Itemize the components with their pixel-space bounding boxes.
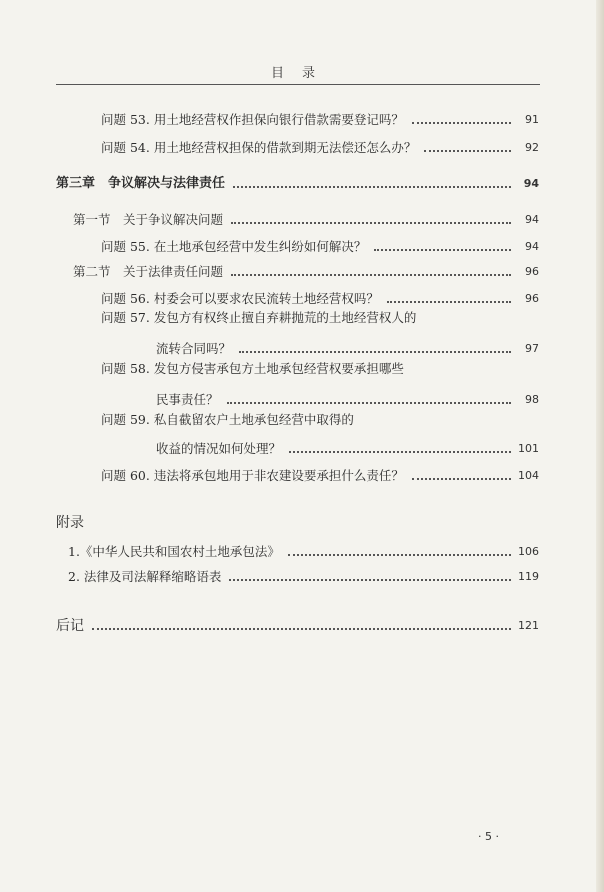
- toc-entry-label: 2. 法律及司法解释缩略语表: [68, 569, 222, 584]
- toc-entry-q57-line1[interactable]: 问题 57. 发包方有权终止擅自弃耕抛荒的土地经营权人的: [101, 310, 417, 325]
- page-gutter-shadow: [596, 0, 604, 892]
- toc-section-1[interactable]: [73, 206, 539, 228]
- toc-entry-q57[interactable]: [156, 335, 539, 357]
- toc-entry-label: 后记: [56, 618, 84, 634]
- toc-entry-label: 问题 54. 用土地经营权担保的借款到期无法偿还怎么办？: [101, 140, 417, 155]
- toc-entry-page: 92: [525, 141, 539, 154]
- toc-entry-page: 91: [525, 113, 539, 126]
- toc-entry-label: 问题 53. 用土地经营权作担保向银行借款需要登记吗？: [101, 112, 404, 127]
- toc-entry-page: 94: [523, 177, 539, 190]
- leader-dots: [239, 335, 511, 353]
- toc-appendix-2[interactable]: [68, 563, 539, 585]
- toc-entry-q54[interactable]: [101, 134, 539, 156]
- toc-entry-q59[interactable]: [156, 435, 539, 457]
- toc-entry-q56[interactable]: [101, 285, 539, 307]
- toc-entry-q59-line1[interactable]: 问题 59. 私自截留农户土地承包经营中取得的: [101, 412, 354, 427]
- toc-entry-page: 94: [525, 213, 539, 226]
- leader-dots: [412, 462, 511, 480]
- toc-entry-q58-line1[interactable]: 问题 58. 发包方侵害承包方土地承包经营权要承担哪些: [101, 361, 404, 376]
- leader-dots: [233, 170, 511, 188]
- leader-dots: [92, 612, 511, 630]
- toc-section-label: 第二节 关于法律责任问题: [73, 264, 224, 279]
- toc-entry-q60[interactable]: [101, 462, 539, 484]
- toc-entry-q55[interactable]: [101, 233, 539, 255]
- leader-dots: [387, 285, 511, 303]
- toc-appendix-1[interactable]: [68, 538, 539, 560]
- toc-entry-page: 94: [525, 240, 539, 253]
- toc-section-label: 第一节 关于争议解决问题: [73, 212, 224, 227]
- running-header: 目录: [270, 66, 333, 81]
- leader-dots: [424, 134, 511, 152]
- leader-dots: [231, 206, 511, 224]
- leader-dots: [289, 435, 511, 453]
- toc-entry-label: 问题 55. 在土地承包经营中发生纠纷如何解决？: [101, 239, 367, 254]
- toc-entry-page: 119: [518, 570, 539, 583]
- toc-entry-label: 1.《中华人民共和国农村土地承包法》: [68, 544, 280, 559]
- leader-dots: [229, 563, 511, 581]
- toc-entry-q53[interactable]: [101, 106, 539, 128]
- toc-entry-page: 96: [525, 265, 539, 278]
- leader-dots: [288, 538, 511, 556]
- toc-entry-q58[interactable]: [156, 386, 539, 408]
- leader-dots: [374, 233, 511, 251]
- toc-entry-page: 101: [518, 442, 539, 455]
- toc-entry-label: 收益的情况如何处理？: [156, 441, 282, 456]
- leader-dots: [231, 258, 511, 276]
- toc-entry-label: 流转合同吗？: [156, 341, 232, 356]
- toc-afterword[interactable]: [56, 612, 539, 634]
- header-rule: [56, 84, 540, 85]
- toc-section-2[interactable]: [73, 258, 539, 280]
- toc-chapter-3[interactable]: [56, 170, 539, 192]
- leader-dots: [227, 386, 511, 404]
- toc-entry-page: 121: [518, 619, 539, 632]
- toc-chapter-label: 第三章 争议解决与法律责任: [56, 176, 226, 191]
- toc-entry-page: 98: [525, 393, 539, 406]
- page-number: · 5 ·: [478, 830, 499, 843]
- toc-entry-label: 问题 60. 违法将承包地用于非农建设要承担什么责任？: [101, 468, 404, 483]
- toc-entry-page: 97: [525, 342, 539, 355]
- toc-appendix-heading[interactable]: 附录: [56, 515, 84, 531]
- toc-entry-label: 民事责任？: [156, 392, 219, 407]
- toc-entry-page: 106: [518, 545, 539, 558]
- toc-entry-page: 96: [525, 292, 539, 305]
- toc-entry-label: 问题 56. 村委会可以要求农民流转土地经营权吗？: [101, 291, 379, 306]
- leader-dots: [412, 106, 511, 124]
- toc-entry-page: 104: [518, 469, 539, 482]
